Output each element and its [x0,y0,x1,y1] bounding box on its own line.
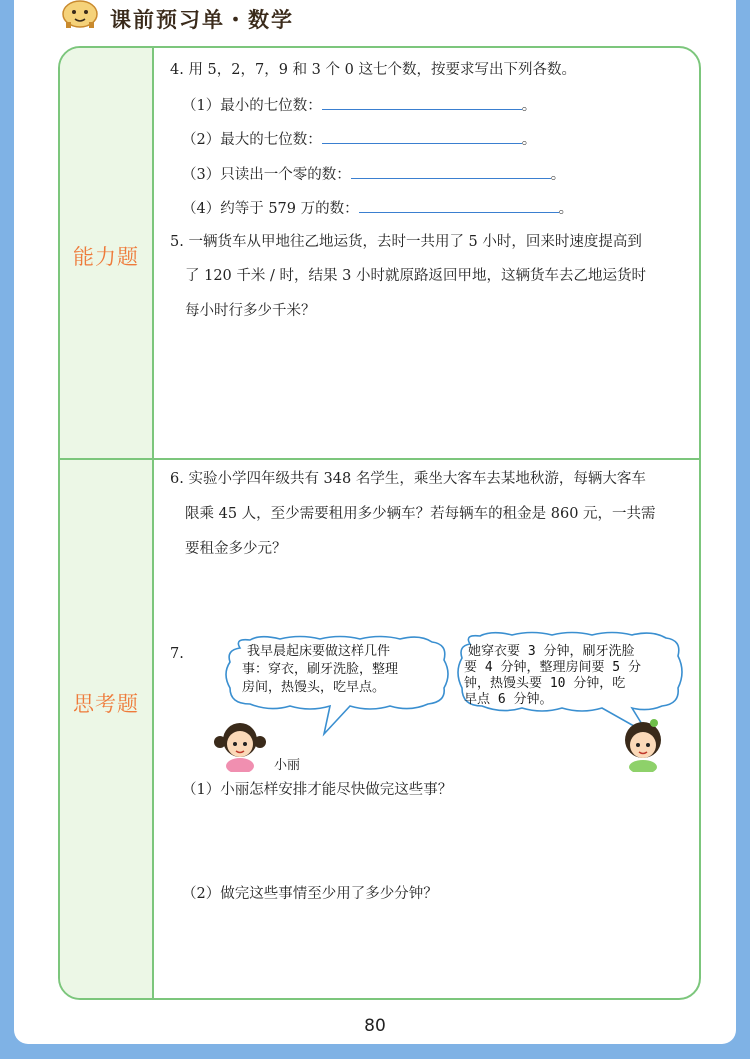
girl-right-icon [614,712,672,772]
question-4-stem: 4. 用 5，2，7，9 和 3 个 0 这七个数，按要求写出下列各数。 [170,62,576,78]
question-7-sub-1: （1）小丽怎样安排才能尽快做完这些事？ [182,782,453,798]
section-divider [60,458,699,460]
bubble-right-line-1: 她穿衣要 3 分钟，刷牙洗脸 [468,644,635,659]
bubble-left-line-1: 我早晨起床要做这样几件 [247,644,391,659]
page-header [14,0,736,36]
mascot-logo-icon [56,0,104,28]
page-title: 课前预习单・数学 [110,8,294,32]
answer-blank[interactable] [351,164,551,179]
bubble-left-line-2: 事：穿衣，刷牙洗脸，整理 [242,662,399,677]
answer-blank[interactable] [322,95,522,110]
answer-blank[interactable] [322,129,522,144]
section-label-thinking: 思考题 [73,692,139,716]
question-5-line-3: 每小时行多少千米？ [185,303,316,319]
bubble-left-line-3: 房间，热馒头，吃早点。 [242,680,386,695]
bubble-right-line-4: 早点 6 分钟。 [464,692,553,707]
girl-xiaoli-icon [212,712,268,772]
question-6-line-1: 6. 实验小学四年级共有 348 名学生，乘坐大客车去某地秋游，每辆大客车 [170,471,646,487]
section-label-column [60,48,154,998]
question-4-item-4 [182,198,573,219]
worksheet-page [14,0,736,1044]
item-end: 。 [521,98,537,114]
answer-blank[interactable] [359,198,559,213]
question-6-line-2: 限乘 45 人，至少需要租用多少辆车？若每辆车的租金是 860 元，一共需 [185,506,656,522]
item-label: （3）只读出一个零的数： [182,167,351,183]
question-5-line-1: 5. 一辆货车从甲地往乙地运货，去时一共用了 5 小时，回来时速度提高到 [170,234,642,250]
question-4-item-3 [182,164,565,185]
question-7-sub-2: （2）做完这些事情至少用了多少分钟？ [182,886,438,902]
item-label: （1）最小的七位数： [182,98,322,114]
question-4-item-1 [182,95,536,116]
item-label: （2）最大的七位数： [182,132,322,148]
question-4-item-2 [182,129,536,150]
item-label: （4）约等于 579 万的数： [182,201,359,217]
question-7-number: 7. [170,646,184,662]
character-name-label: 小丽 [274,758,301,773]
item-end: 。 [521,132,537,148]
page-number: 80 [364,1016,386,1036]
item-end: 。 [558,201,574,217]
question-5-line-2: 了 120 千米 / 时，结果 3 小时就原路返回甲地，这辆货车去乙地运货时 [185,268,646,284]
question-6-line-3: 要租金多少元？ [185,541,287,557]
item-end: 。 [550,167,566,183]
bubble-right-line-2: 要 4 分钟，整理房间要 5 分 [464,660,641,675]
question-card [58,46,701,1000]
section-label-ability: 能力题 [73,245,139,269]
bubble-right-line-3: 钟，热馒头要 10 分钟，吃 [464,676,626,691]
